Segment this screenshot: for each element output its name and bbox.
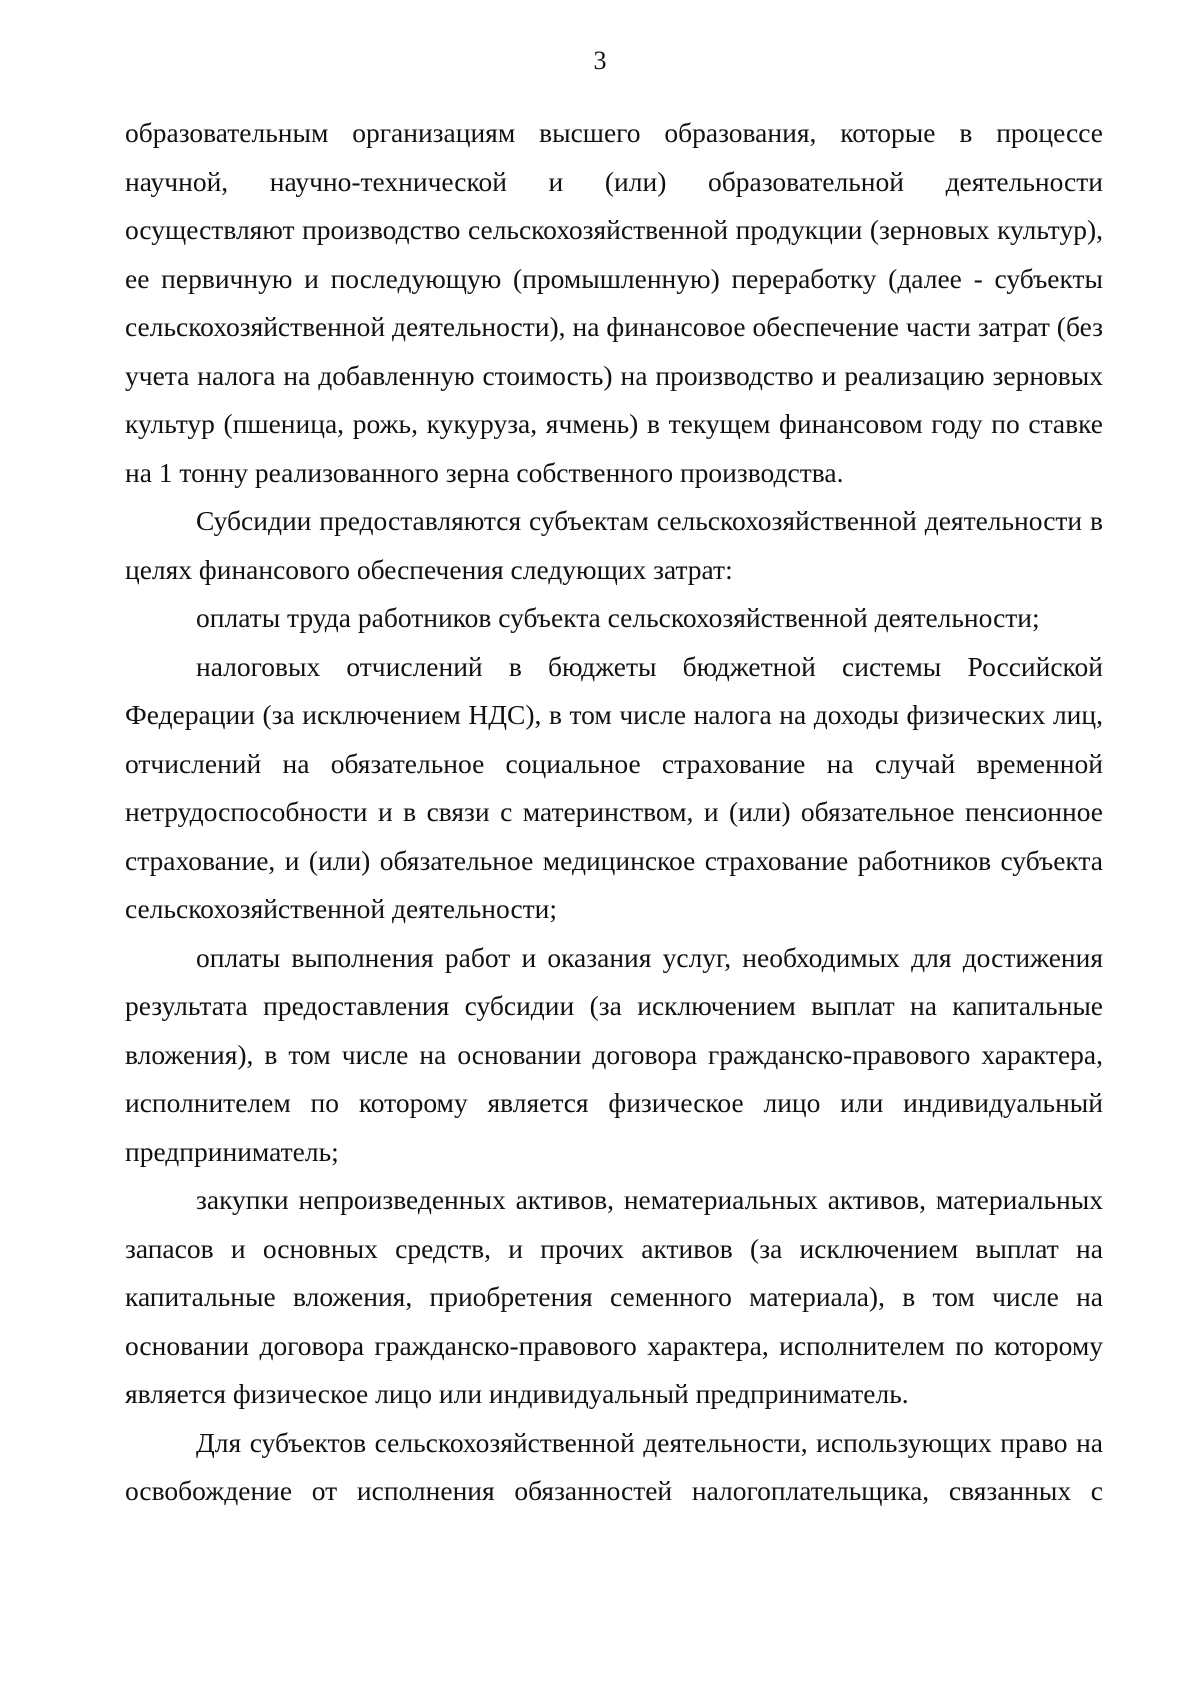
- document-body: [125, 109, 1103, 1516]
- paragraph-tax-exemption: Для субъектов сельскохозяйственной деятельности, использующих право на освобождение от исполнения обязанностей налогоплательщика, связанных с: [125, 1426, 1103, 1506]
- paragraph-works-services: оплаты выполнения работ и оказания услуг, необходимых для достижения результата предоставления субсидии (за исключением выплат на капитальные вложения), в том числе на основании договора гражданско-правового характера, исполнителем по которому является физическое лицо или индивидуальный предприниматель;: [125, 941, 1103, 1167]
- paragraph-labor-costs: оплаты труда работников субъекта сельскохозяйственной деятельности;: [196, 602, 1040, 633]
- paragraph-continuation: образовательным организациям высшего образования, которые в процессе научной, научно-технической и (или) образовательной деятельности осуществляют производство сельскохозяйственной продукции (зерновых культур), ее первичную и последующую (промышленную) переработку (далее - субъекты сельскохозяйственной деятельности), на финансовое обеспечение части затрат (без учета налога на добавленную стоимость) на производство и реализацию зерновых культур (пшеница, рожь, кукуруза, ячмень) в текущем финансовом году по ставке на 1 тонну реализованного зерна собственного производства.: [125, 117, 1103, 488]
- paragraph-asset-purchases: закупки непроизведенных активов, нематериальных активов, материальных запасов и основных средств, и прочих активов (за исключением выплат на капитальные вложения, приобретения семенного материала), в том числе на основании договора гражданско-правового характера, исполнителем по которому является физическое лицо или индивидуальный предприниматель.: [125, 1184, 1103, 1409]
- page-number: 3: [593, 46, 607, 75]
- paragraph-tax-deductions: налоговых отчислений в бюджеты бюджетной системы Российской Федерации (за исключением НДС), в том числе налога на доходы физических лиц, отчислений на обязательное социальное страхование на случай временной нетрудоспособности и в связи с материнством, и (или) обязательное пенсионное страхование, и (или) обязательное медицинское страхование работников субъекта сельскохозяйственной деятельности;: [125, 650, 1103, 924]
- paragraph-subsidies-intro: Субсидии предоставляются субъектам сельскохозяйственной деятельности в целях финансового обеспечения следующих затрат:: [125, 505, 1103, 585]
